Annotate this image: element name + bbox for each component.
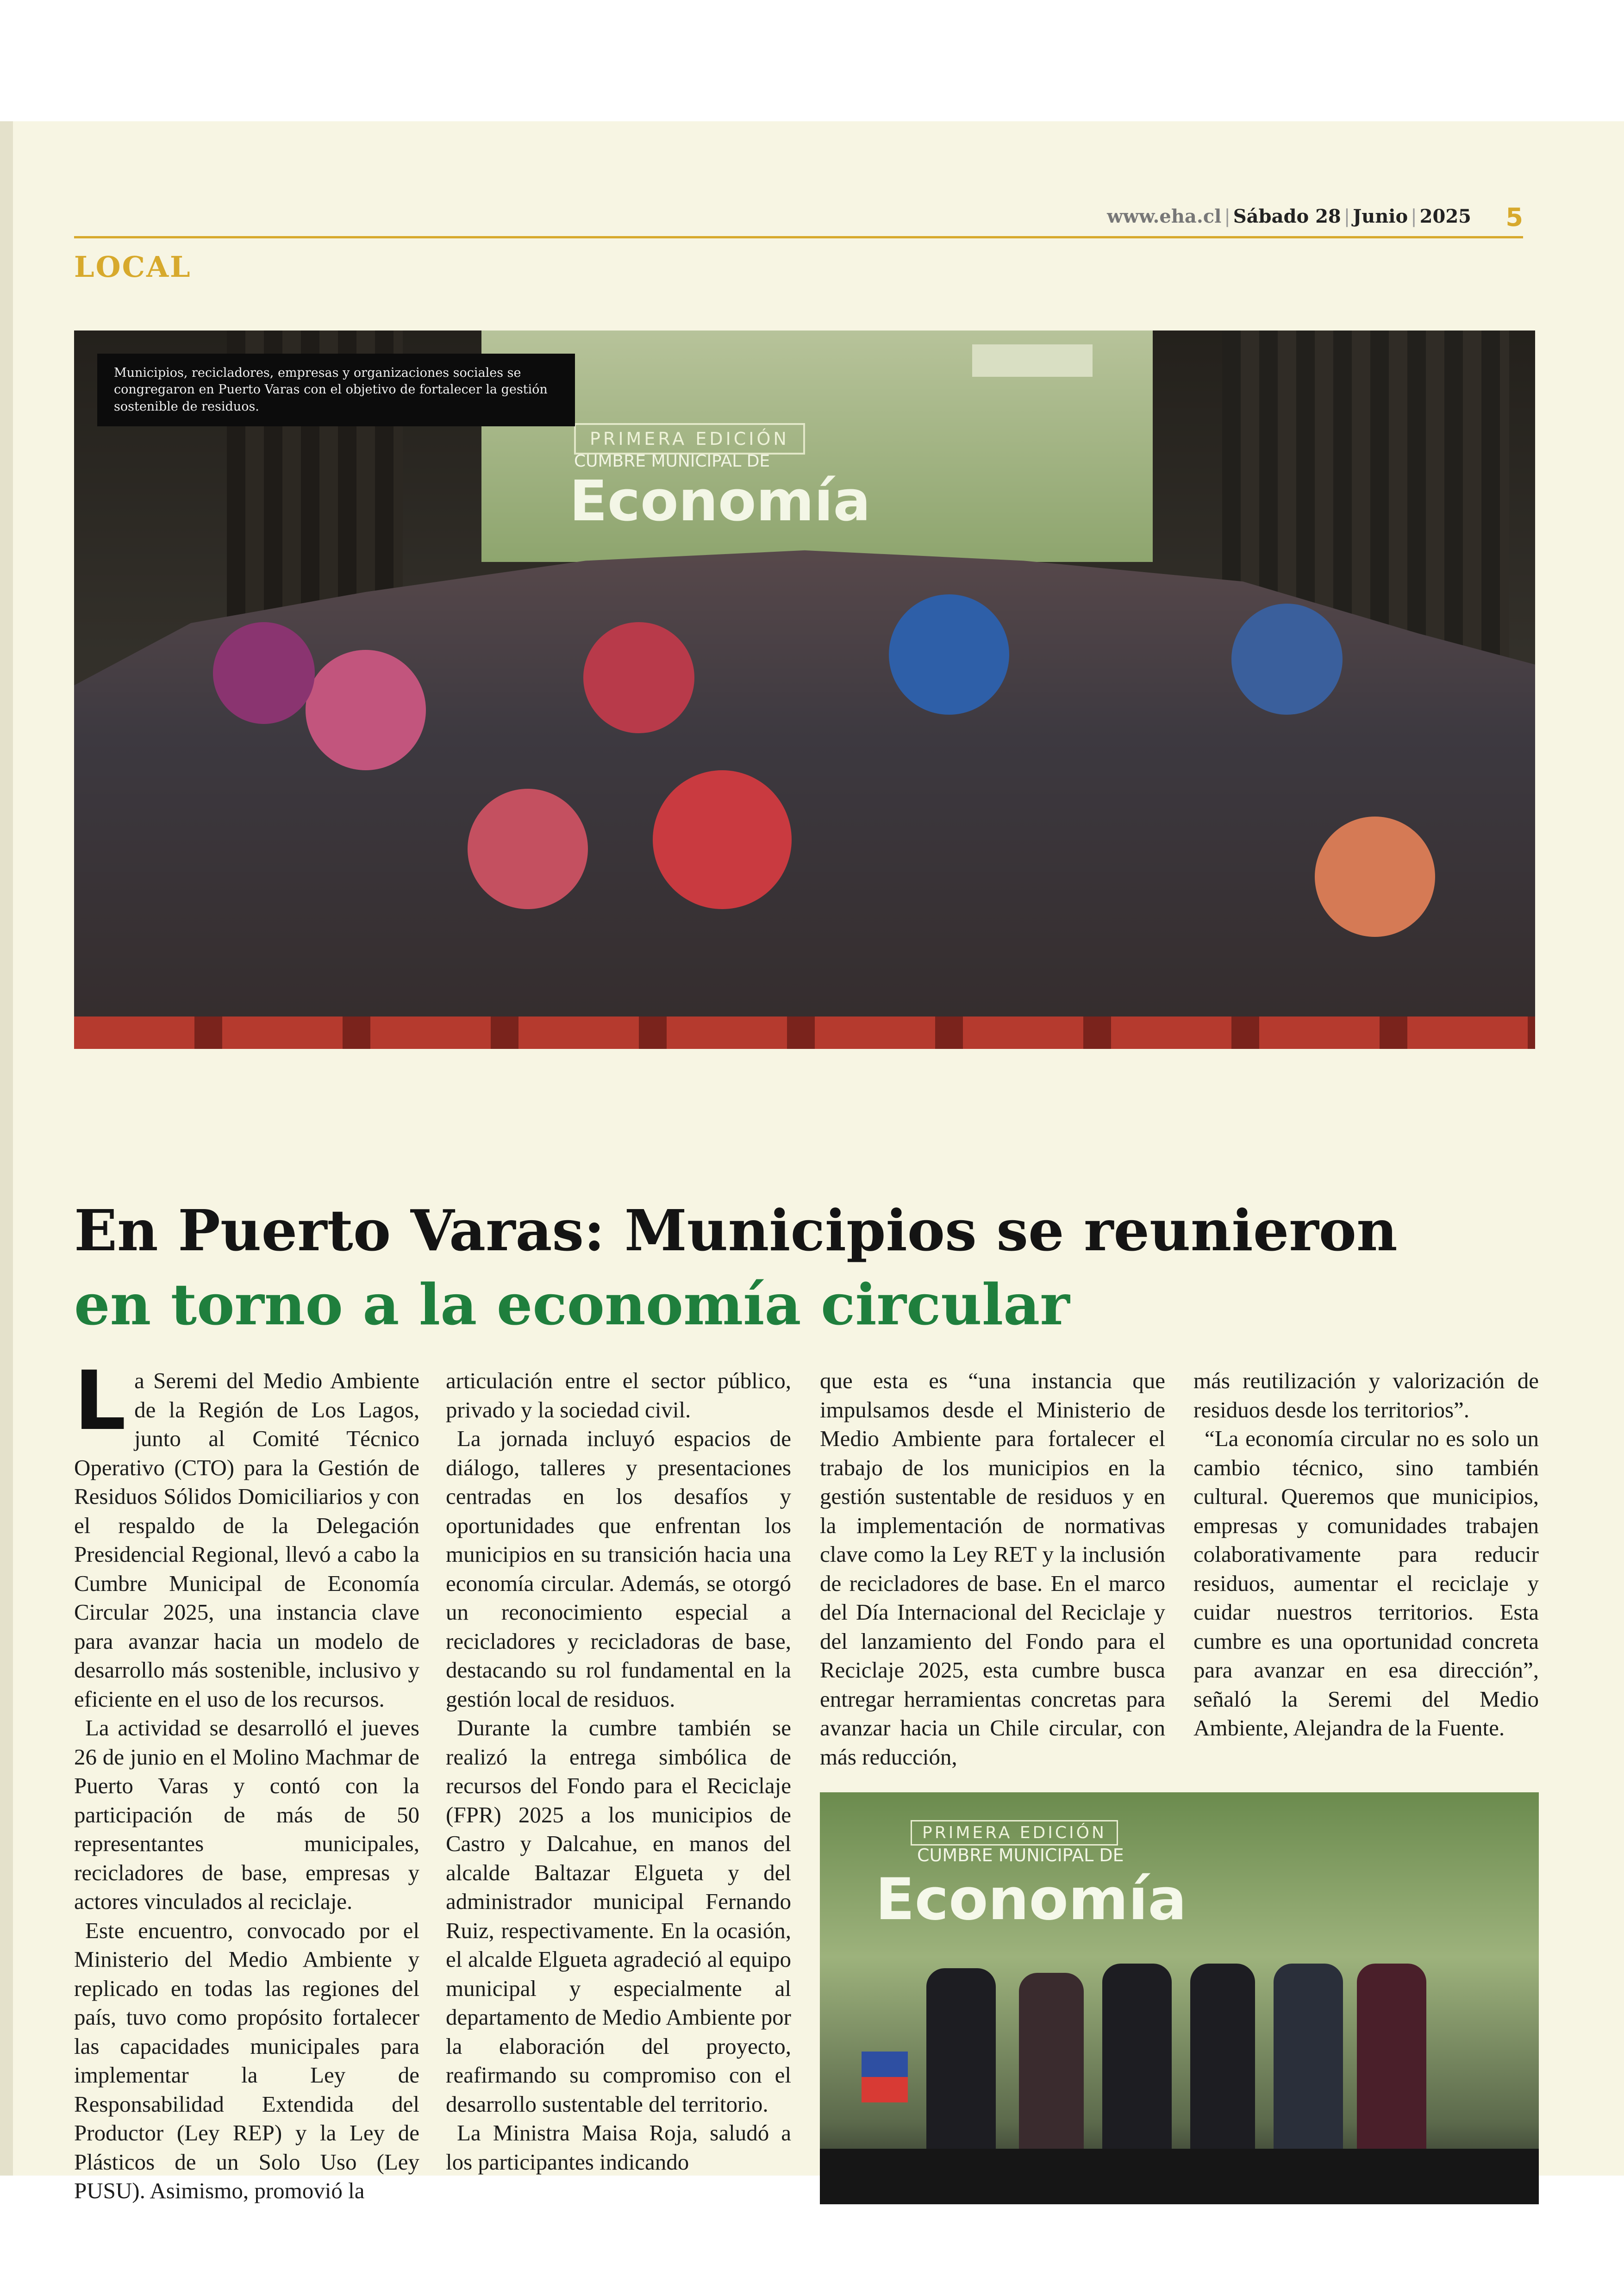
person bbox=[1019, 1973, 1084, 2163]
page-edge-shadow bbox=[0, 121, 13, 2176]
person bbox=[1102, 1964, 1172, 2163]
person bbox=[1357, 1964, 1426, 2163]
paragraph: articulación entre el sector público, privado y la sociedad civil. bbox=[446, 1368, 791, 1422]
article-column-4 bbox=[1193, 1366, 1539, 1743]
paragraph: más reutilización y valorización de residuos desde los territorios”. bbox=[1193, 1368, 1539, 1422]
article-column-1 bbox=[74, 1353, 419, 2206]
main-photo bbox=[74, 331, 1535, 1049]
paragraph: “La economía circular no es solo un cambio técnico, sino también cultural. Queremos que municipios, empresas y comunidades trabajen colaborativamente para reducir residuos, aumentar el reciclaje y cuidar nuestros territorios. Esta cumbre es una oportunidad concreta para avanzar en esa dirección”, señaló la Seremi del Medio Ambiente, Alejandra de la Fuente. bbox=[1193, 1426, 1539, 1740]
paragraph: Este encuentro, convocado por el Ministerio del Medio Ambiente y replicado en todas las regiones del país, tuvo como propósito fortalecer las capacidades municipales para implementar la Ley de Responsabilidad Extendida del Productor (Ley REP) y la Ley de Plásticos de un Solo Uso (Ley PUSU). Asimismo, promovió la bbox=[74, 1917, 419, 2203]
photo-caption: Municipios, recicladores, empresas y organizaciones sociales se congregaron en Puerto Varas con el objetivo de fortalecer la gestión sostenible de residuos. bbox=[97, 354, 575, 426]
headline-line-1: En Puerto Varas: Municipios se reunieron bbox=[74, 1197, 1398, 1264]
chile-flag bbox=[862, 2052, 908, 2102]
screen-title: Economía bbox=[875, 1866, 1187, 1933]
header-day: Sábado 28 bbox=[1233, 206, 1341, 227]
header-meta: www.eha.cl | Sábado 28 | Junio | 2025 bbox=[1107, 206, 1471, 227]
screen-edition-label: PRIMERA EDICIÓN bbox=[574, 423, 805, 455]
government-logo bbox=[972, 344, 1093, 377]
section-label: LOCAL bbox=[74, 250, 192, 284]
ceremony-photo bbox=[820, 1792, 1539, 2204]
person bbox=[926, 1968, 996, 2163]
article-column-3 bbox=[820, 1366, 1165, 1771]
projection-screen bbox=[481, 331, 1153, 562]
newspaper-page bbox=[0, 121, 1624, 2203]
screen-edition-label: PRIMERA EDICIÓN bbox=[911, 1820, 1118, 1846]
paragraph: La jornada incluyó espacios de diálogo, talleres y presentaciones centradas en los desafíos y oportunidades que enfrentan los municipios en su transición hacia una economía circular. Además, se otorgó un reconocimiento especial a recicladores y recicladoras de base, destacando su rol fundamental en la gestión local de residuos. bbox=[446, 1426, 791, 1712]
page-header bbox=[74, 203, 1523, 232]
header-month: Junio bbox=[1353, 206, 1408, 227]
person bbox=[1274, 1964, 1343, 2163]
website-url[interactable]: www.eha.cl bbox=[1107, 206, 1222, 227]
theater-seats bbox=[74, 1017, 1535, 1049]
page-number: 5 bbox=[1505, 203, 1523, 232]
paragraph: La Seremi del Medio Ambiente de la Región de Los Lagos, junto al Comité Técnico Operativo (CTO) para la Gestión de Residuos Sólidos Domiciliarios y con el respaldo de la Delegación Presidencial Regional, llevó a cabo la Cumbre Municipal de Economía Circular 2025, una instancia clave para avanzar hacia un modelo de desarrollo más sostenible, inclusivo y eficiente en el uso de los recursos. bbox=[74, 1353, 419, 1712]
person bbox=[1190, 1964, 1255, 2163]
drop-cap: L bbox=[74, 1353, 126, 1448]
header-year: 2025 bbox=[1419, 206, 1471, 227]
header-rule bbox=[74, 236, 1523, 238]
screen-title: Economía bbox=[569, 469, 871, 534]
paragraph: La Ministra Maisa Roja, saludó a los participantes indicando bbox=[446, 2120, 791, 2175]
article-column-2 bbox=[446, 1366, 791, 2177]
group-of-people bbox=[74, 530, 1535, 1049]
screen-subtitle: CUMBRE MUNICIPAL DE bbox=[917, 1845, 1124, 1865]
paragraph: La actividad se desarrolló el jueves 26 de junio en el Molino Machmar de Puerto Varas y contó con la participación de más de 50 representantes municipales, recicladores de base, empresas y actores vinculados al reciclaje. bbox=[74, 1715, 419, 1914]
headline-line-2: en torno a la economía circular bbox=[74, 1271, 1070, 1338]
stage-floor bbox=[820, 2149, 1539, 2204]
screen-subtitle: CUMBRE MUNICIPAL DE bbox=[574, 452, 770, 471]
paragraph: que esta es “una instancia que impulsamos desde el Ministerio de Medio Ambiente para fortalecer el trabajo de los municipios en la gestión sustentable de residuos y en la implementación de normativas clave como la Ley RET y la inclusión de recicladores de base. En el marco del Día Internacional del Reciclaje y del lanzamiento del Fondo para el Reciclaje 2025, esta cumbre busca entregar herramientas concretas para avanzar hacia un Chile circular, con más reducción, bbox=[820, 1368, 1165, 1770]
paragraph: Durante la cumbre también se realizó la entrega simbólica de recursos del Fondo para el Reciclaje (FPR) 2025 a los municipios de Castro y Dalcahue, en manos del alcalde Baltazar Elgueta y del administrador municipal Fernando Ruiz, respectivamente. En la ocasión, el alcalde Elgueta agradeció al equipo municipal y especialmente al departamento de Medio Ambiente por la elaboración del proyecto, reafirmando su compromiso con el desarrollo sustentable del territorio. bbox=[446, 1715, 791, 2117]
